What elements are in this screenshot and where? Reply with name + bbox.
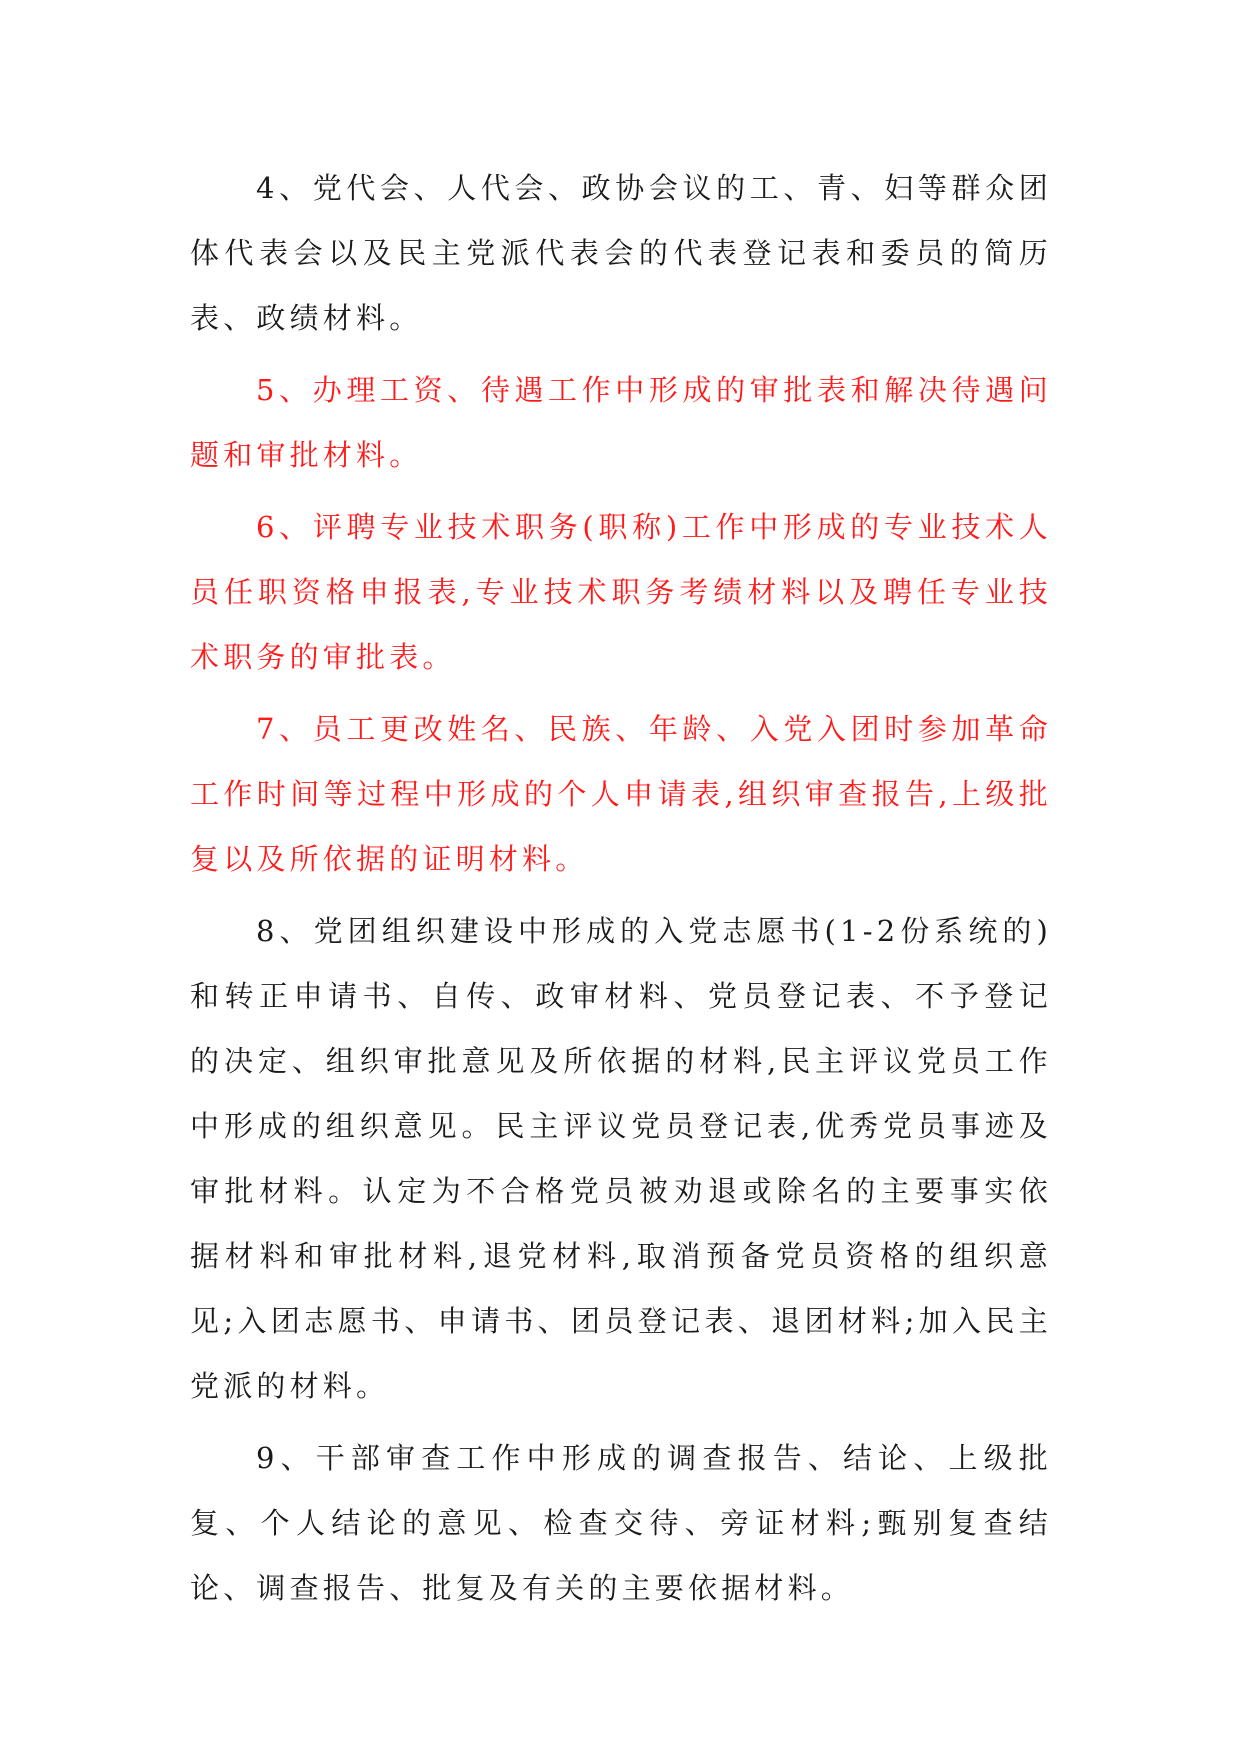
paragraph-item-4: 4、党代会、人代会、政协会议的工、青、妇等群众团体代表会以及民主党派代表会的代表登记表和委员的简历表、政绩材料。 [190,171,1052,335]
paragraph-item-5: 5、办理工资、待遇工作中形成的审批表和解决待遇问题和审批材料。 [190,373,1052,472]
paragraph-item-9: 9、干部审查工作中形成的调查报告、结论、上级批复、个人结论的意见、检查交待、旁证材料;甄别复查结论、调查报告、批复及有关的主要依据材料。 [190,1441,1052,1605]
paragraph-item-7: 7、员工更改姓名、民族、年龄、入党入团时参加革命工作时间等过程中形成的个人申请表,组织审查报告,上级批复以及所依据的证明材料。 [190,712,1052,876]
document-body [190,156,1052,1628]
paragraph-item-8: 8、党团组织建设中形成的入党志愿书(1-2份系统的)和转正申请书、自传、政审材料、党员登记表、不予登记的决定、组织审批意见及所依据的材料,民主评议党员工作中形成的组织意见。民主评议党员登记表,优秀党员事迹及审批材料。认定为不合格党员被劝退或除名的主要事实依据材料和审批材料,退党材料,取消预备党员资格的组织意见;入团志愿书、申请书、团员登记表、退团材料;加入民主党派的材料。 [190,914,1052,1403]
paragraph-item-6: 6、评聘专业技术职务(职称)工作中形成的专业技术人员任职资格申报表,专业技术职务考绩材料以及聘任专业技术职务的审批表。 [190,510,1052,674]
